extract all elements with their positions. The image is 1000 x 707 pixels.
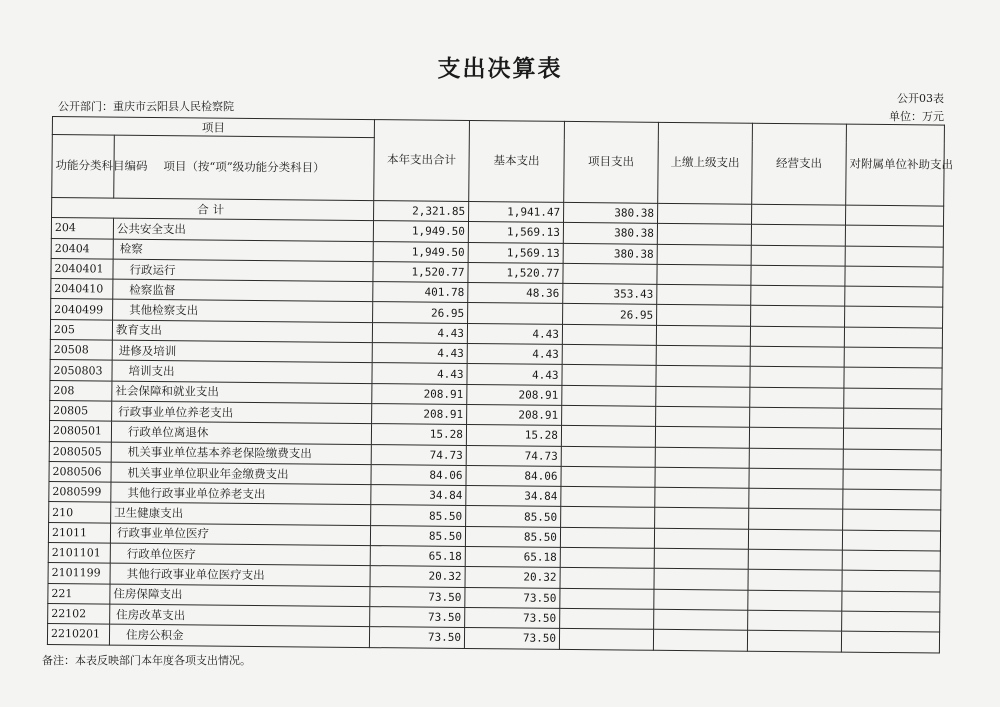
row-name: 行政单位医疗 — [110, 543, 370, 566]
row-basic: 84.06 — [466, 465, 561, 486]
row-upper — [655, 487, 749, 508]
row-basic: 4.43 — [467, 323, 562, 344]
row-basic: 85.50 — [466, 506, 561, 527]
total-subsidy — [845, 205, 943, 226]
row-business — [748, 610, 842, 631]
row-upper — [657, 305, 751, 326]
header-basic: 基本支出 — [469, 121, 565, 203]
row-project — [562, 385, 656, 406]
row-business — [748, 570, 842, 591]
row-total: 15.28 — [371, 424, 466, 445]
row-total: 1,949.50 — [373, 221, 468, 242]
row-name: 行政运行 — [113, 259, 373, 282]
row-code: 221 — [48, 583, 110, 604]
row-project: 353.43 — [563, 284, 657, 305]
row-total: 401.78 — [373, 282, 468, 303]
row-code: 2210201 — [47, 624, 109, 645]
row-business — [749, 468, 843, 489]
row-upper — [655, 467, 749, 488]
row-business — [750, 407, 844, 428]
form-number: 公开03表 — [897, 92, 944, 105]
row-subsidy — [845, 286, 943, 307]
row-business — [750, 387, 844, 408]
row-total: 208.91 — [372, 404, 467, 425]
row-basic: 1,520.77 — [468, 262, 563, 283]
row-business — [751, 225, 845, 246]
row-code: 2101199 — [48, 563, 110, 584]
row-total: 1,520.77 — [373, 261, 468, 282]
row-basic: 73.50 — [465, 587, 560, 608]
header-name: 项目（按“项”级功能分类科目） — [114, 135, 375, 200]
row-code: 22102 — [48, 603, 110, 624]
row-code: 2040499 — [51, 299, 113, 320]
row-total: 208.91 — [372, 383, 467, 404]
row-project — [561, 426, 655, 447]
row-code: 2080599 — [49, 482, 111, 503]
row-project: 380.38 — [563, 243, 657, 264]
row-project — [561, 446, 655, 467]
row-name: 检察监督 — [113, 279, 373, 302]
row-upper — [657, 244, 751, 265]
row-subsidy — [844, 367, 942, 388]
row-project: 380.38 — [563, 223, 657, 244]
row-basic: 34.84 — [466, 486, 561, 507]
header-subsidy: 对附属单位补助支出 — [846, 124, 945, 206]
row-subsidy — [843, 428, 941, 449]
row-business — [748, 549, 842, 570]
row-total: 85.50 — [370, 525, 465, 546]
row-subsidy — [842, 530, 940, 551]
row-name: 进修及培训 — [112, 340, 372, 363]
total-business — [751, 204, 845, 225]
row-code: 2080505 — [49, 441, 111, 462]
row-upper — [655, 508, 749, 529]
row-total: 73.50 — [369, 627, 464, 648]
row-name: 卫生健康支出 — [111, 503, 371, 526]
row-basic: 85.50 — [465, 526, 560, 547]
row-basic: 48.36 — [468, 283, 563, 304]
row-subsidy — [842, 611, 940, 632]
row-total: 4.43 — [372, 363, 467, 384]
row-subsidy — [843, 449, 941, 470]
row-subsidy — [844, 388, 942, 409]
row-total: 85.50 — [371, 505, 466, 526]
row-subsidy — [844, 327, 942, 348]
row-name: 教育支出 — [112, 320, 372, 343]
department-label: 公开部门：重庆市云阳县人民检察院 — [58, 100, 234, 113]
row-total: 84.06 — [371, 464, 466, 485]
row-name: 行政单位离退休 — [111, 421, 371, 444]
row-total: 4.43 — [372, 343, 467, 364]
total-amount: 2,321.85 — [374, 201, 469, 222]
row-subsidy — [844, 347, 942, 368]
row-upper — [656, 345, 750, 366]
row-subsidy — [845, 225, 943, 246]
row-name: 培训支出 — [112, 360, 372, 383]
header-upper: 上缴上级支出 — [658, 122, 753, 204]
row-basic: 74.73 — [466, 445, 561, 466]
row-name: 住房保障支出 — [110, 584, 370, 607]
total-label: 合计 — [52, 198, 374, 221]
row-name: 其他行政事业单位养老支出 — [111, 482, 371, 505]
row-project — [561, 466, 655, 487]
row-code: 2040401 — [51, 258, 113, 279]
row-basic: 20.32 — [465, 567, 560, 588]
row-name: 其他检察支出 — [113, 300, 373, 323]
row-upper — [657, 264, 751, 285]
header-business: 经营支出 — [752, 123, 847, 205]
row-subsidy — [845, 266, 943, 287]
row-basic: 65.18 — [465, 547, 560, 568]
row-upper — [656, 366, 750, 387]
row-name: 行政事业单位养老支出 — [112, 401, 372, 424]
row-project — [563, 263, 657, 284]
row-name: 机关事业单位职业年金缴费支出 — [111, 462, 371, 485]
row-code: 20404 — [51, 238, 113, 259]
row-business — [748, 590, 842, 611]
row-upper — [656, 406, 750, 427]
row-total: 65.18 — [370, 546, 465, 567]
row-subsidy — [842, 550, 940, 571]
expenditure-table — [47, 116, 954, 653]
row-project — [561, 487, 655, 508]
unit-label: 单位：万元 — [889, 110, 944, 123]
row-name: 其他行政事业单位医疗支出 — [110, 563, 370, 586]
row-upper — [654, 609, 748, 630]
row-upper — [657, 285, 751, 306]
row-business — [751, 265, 845, 286]
row-subsidy — [843, 489, 941, 510]
row-subsidy — [841, 631, 939, 652]
row-project — [560, 527, 654, 548]
row-upper — [655, 427, 749, 448]
row-basic: 4.43 — [467, 364, 562, 385]
row-subsidy — [845, 246, 943, 267]
row-business — [751, 306, 845, 327]
row-name: 行政事业单位医疗 — [110, 523, 370, 546]
row-code: 210 — [49, 502, 111, 523]
row-upper — [653, 630, 747, 651]
total-upper — [657, 203, 751, 224]
row-subsidy — [845, 307, 943, 328]
row-code: 21011 — [48, 522, 110, 543]
row-basic: 208.91 — [467, 404, 562, 425]
row-subsidy — [842, 570, 940, 591]
row-code: 20508 — [50, 340, 112, 361]
row-name: 社会保障和就业支出 — [112, 381, 372, 404]
row-basic: 4.43 — [467, 344, 562, 365]
row-total: 1,949.50 — [373, 241, 468, 262]
row-total: 73.50 — [370, 607, 465, 628]
row-upper — [654, 548, 748, 569]
row-business — [751, 285, 845, 306]
header-project: 项目支出 — [564, 121, 659, 203]
row-code: 2080501 — [49, 421, 111, 442]
row-basic: 15.28 — [466, 425, 561, 446]
row-code: 20805 — [50, 400, 112, 421]
row-basic — [468, 303, 563, 324]
row-subsidy — [842, 591, 940, 612]
row-project — [560, 547, 654, 568]
row-name: 公共安全支出 — [113, 218, 373, 241]
row-subsidy — [843, 469, 941, 490]
row-total: 20.32 — [370, 566, 465, 587]
row-project — [562, 324, 656, 345]
row-upper — [655, 447, 749, 468]
row-code: 2050803 — [50, 360, 112, 381]
header-project-group: 项目 — [52, 117, 374, 138]
row-project: 26.95 — [563, 304, 657, 325]
row-code: 2040410 — [51, 279, 113, 300]
row-project — [560, 588, 654, 609]
row-project — [560, 568, 654, 589]
row-name: 住房公积金 — [109, 624, 369, 647]
row-upper — [654, 528, 748, 549]
row-code: 205 — [50, 319, 112, 340]
row-business — [748, 529, 842, 550]
row-basic: 73.50 — [465, 607, 560, 628]
row-business — [749, 448, 843, 469]
row-basic: 73.50 — [464, 628, 559, 649]
row-total: 34.84 — [371, 485, 466, 506]
row-name: 检察 — [113, 239, 373, 262]
row-business — [750, 346, 844, 367]
row-upper — [654, 569, 748, 590]
row-business — [750, 367, 844, 388]
row-project — [561, 507, 655, 528]
row-project — [562, 365, 656, 386]
row-basic: 1,569.13 — [468, 242, 563, 263]
row-basic: 1,569.13 — [468, 222, 563, 243]
row-upper — [657, 224, 751, 245]
row-name: 机关事业单位基本养老保险缴费支出 — [111, 442, 371, 465]
row-total: 74.73 — [371, 444, 466, 465]
row-basic: 208.91 — [467, 384, 562, 405]
row-business — [749, 488, 843, 509]
row-total: 26.95 — [373, 302, 468, 323]
header-total: 本年支出合计 — [374, 120, 470, 202]
footnote: 备注：本表反映部门本年度各项支出情况。 — [42, 654, 251, 667]
row-project — [562, 405, 656, 426]
row-name: 住房改革支出 — [110, 604, 370, 627]
row-project — [559, 629, 653, 650]
row-business — [751, 245, 845, 266]
page-title: 支出决算表 — [437, 55, 563, 82]
row-project — [562, 344, 656, 365]
row-project — [560, 608, 654, 629]
row-total: 4.43 — [372, 322, 467, 343]
row-subsidy — [844, 408, 942, 429]
row-business — [747, 630, 841, 651]
row-upper — [656, 386, 750, 407]
row-upper — [654, 589, 748, 610]
header-code: 功能分类科目编码 — [52, 135, 115, 199]
row-total: 73.50 — [370, 586, 465, 607]
total-basic: 1,941.47 — [469, 202, 564, 223]
row-business — [750, 326, 844, 347]
row-business — [749, 509, 843, 530]
row-subsidy — [843, 510, 941, 531]
row-code: 2101101 — [48, 543, 110, 564]
row-code: 2080506 — [49, 461, 111, 482]
row-code: 204 — [51, 218, 113, 239]
total-project: 380.38 — [563, 202, 657, 223]
row-business — [749, 427, 843, 448]
row-upper — [656, 325, 750, 346]
row-code: 208 — [50, 380, 112, 401]
